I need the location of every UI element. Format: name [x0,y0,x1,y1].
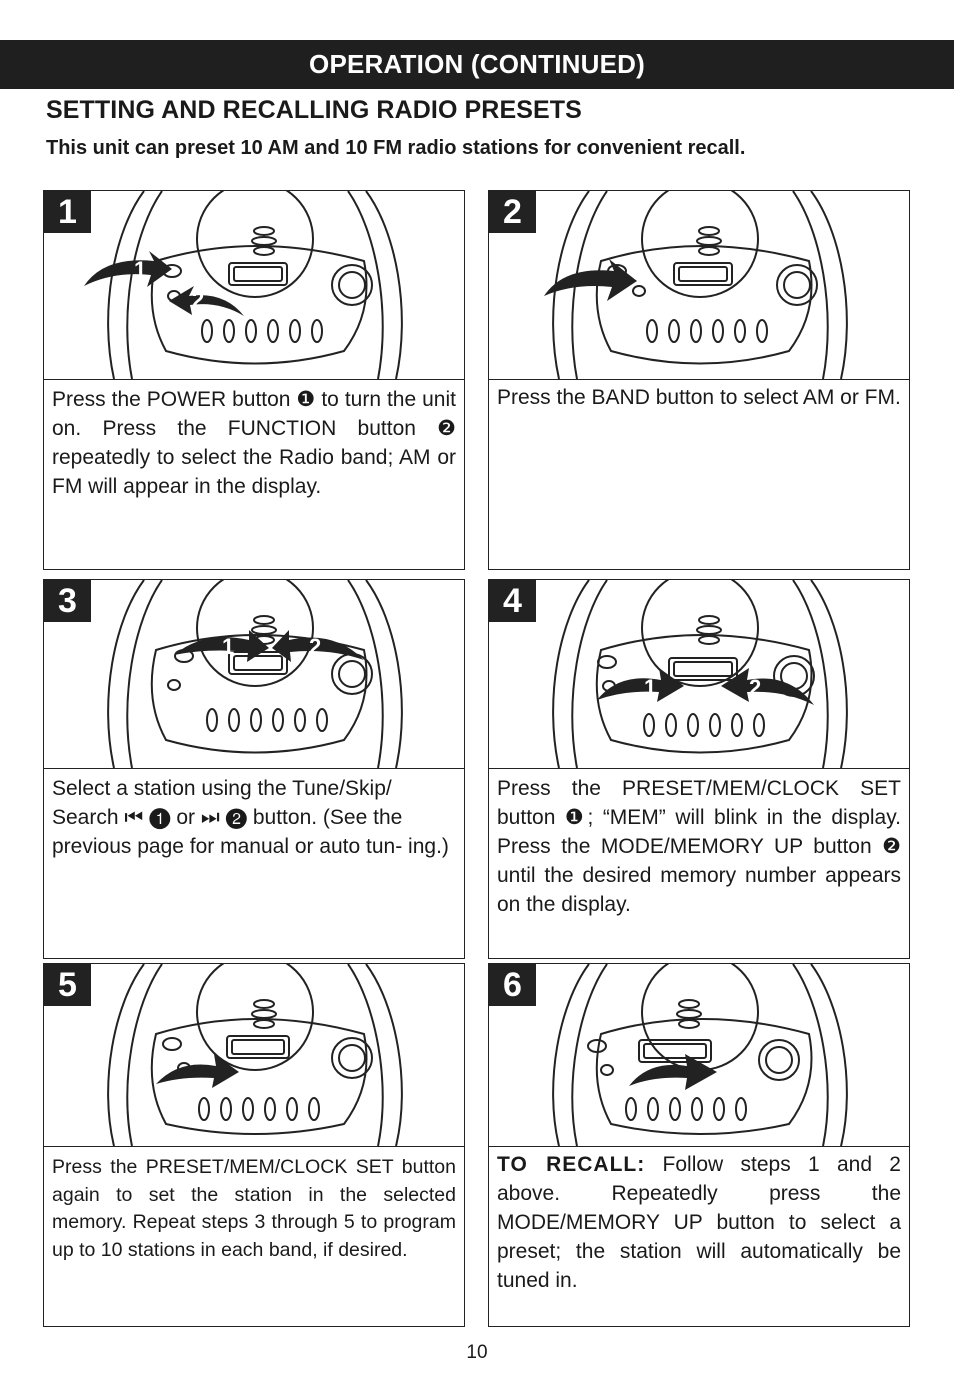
callout-2: 2 [309,634,322,659]
step-panel-6 [488,963,910,1327]
cd-player-illustration [489,191,909,380]
page-subtitle: This unit can preset 10 AM and 10 FM radio stations for convenient recall. [46,137,746,159]
callout-2: 2 [192,287,205,312]
step-instructions: Select a station using the Tune/Skip/ Search ⏮ ❶ or ⏭ ❷ button. (See the previous page for manual or auto tun- ing.) [52,777,449,858]
callout-1: 1 [644,675,657,700]
step-instructions: Press the PRESET/MEM/CLOCK SET button ❶; “MEM” will blink in the display. Press the MODE/MEMORY UP button ❷ until the desired memory number appears on the display. [497,777,901,916]
step-instructions: Press the PRESET/MEM/CLOCK SET button again to set the station in the selected memory. Repeat steps 3 through 5 to program up to 10 stations in each band, if desired. [52,1156,456,1261]
step-number: 3 [44,580,91,622]
page-title: SETTING AND RECALLING RADIO PRESETS [46,96,582,124]
recall-lead: TO RECALL: [497,1153,646,1176]
cd-player-illustration [489,580,909,769]
cd-player-illustration [44,580,464,769]
step-number: 2 [489,191,536,233]
step-panel-1 [43,190,465,570]
step-number: 1 [44,191,91,233]
step-panel-3 [43,579,465,959]
step-instructions [497,1150,901,1295]
step-instructions: Press the BAND button to select AM or FM. [497,386,901,409]
callout-2: 2 [749,675,762,700]
step-panel-2 [488,190,910,570]
section-banner: OPERATION (CONTINUED) [0,40,954,89]
step-instructions: Press the POWER button ❶ to turn the unit on. Press the FUNCTION button ❷ repeatedly to select the Radio band; AM or FM will appear in the display. [52,388,456,498]
step-panel-5 [43,963,465,1327]
cd-player-illustration [44,191,464,380]
callout-1: 1 [134,257,147,282]
step-panel-4 [488,579,910,959]
cd-player-illustration [489,964,909,1147]
page-number: 10 [466,1342,488,1363]
cd-player-illustration [44,964,464,1147]
step-number: 6 [489,964,536,1006]
recall-text: Follow steps 1 and 2 above. Repeatedly press the MODE/MEMORY UP button to select a preset; the station will automatically be tuned in. [497,1153,901,1292]
callout-1: 1 [222,634,235,659]
step-number: 5 [44,964,91,1006]
step-number: 4 [489,580,536,622]
